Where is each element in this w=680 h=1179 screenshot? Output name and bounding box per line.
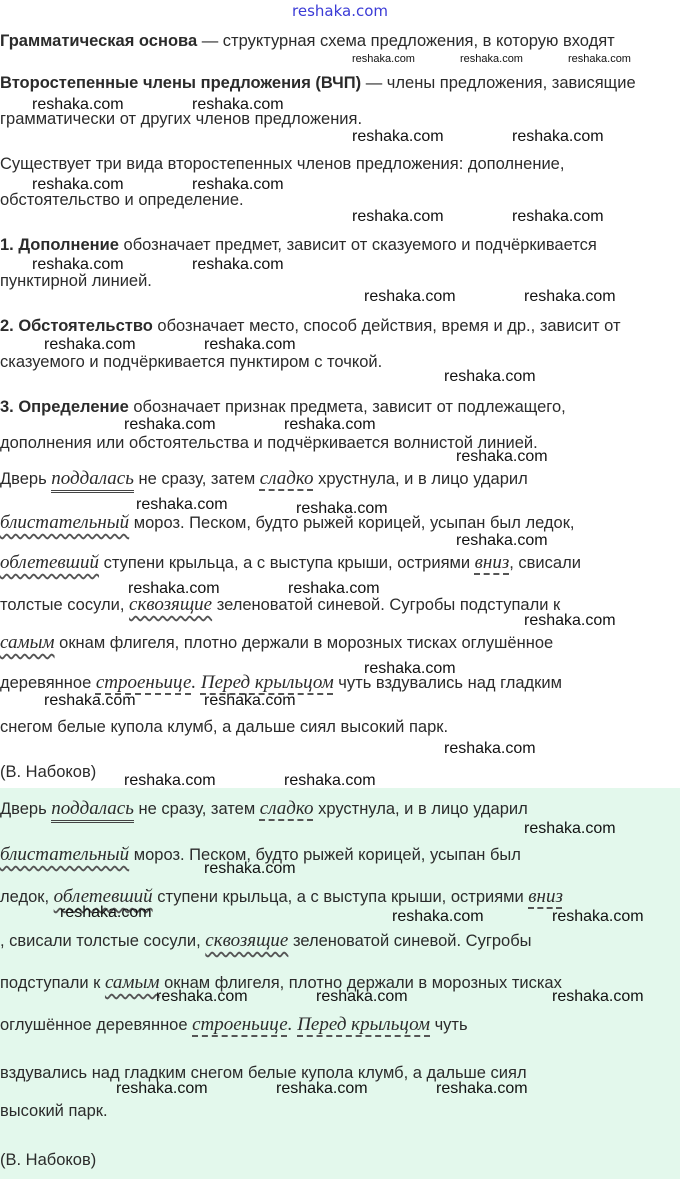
watermark: reshaka.com [392, 908, 484, 925]
adverbial-word: вниз [528, 886, 563, 907]
watermark: reshaka.com [60, 904, 152, 921]
watermark: reshaka.com [352, 208, 444, 225]
text2-line1 [0, 798, 528, 820]
text: оглушённое деревянное [0, 1016, 193, 1034]
text: ступени крыльца, а с выступа крыши, остриями [152, 888, 529, 906]
watermark: reshaka.com [524, 288, 616, 305]
item-dopolnenie [0, 236, 597, 255]
text: подступали к [0, 974, 105, 992]
term: 1. Дополнение [0, 236, 119, 254]
text: , свисали толстые сосули, [0, 932, 206, 950]
watermark: reshaka.com [116, 1080, 208, 1097]
watermark: reshaka.com [460, 53, 523, 65]
text: чуть [430, 1016, 468, 1034]
watermark: reshaka.com [32, 176, 124, 193]
watermark: reshaka.com [552, 988, 644, 1005]
text1-author: (В. Набоков) [0, 763, 97, 781]
adverbial-word: вниз [474, 552, 510, 573]
item-text: обозначает предмет, зависит от сказуемого и подчёркивается [118, 236, 597, 254]
watermark: reshaka.com [124, 416, 216, 433]
intro-line1: Существует три вида второстепенных членов предложения: дополнение, [0, 155, 565, 173]
text1-line1 [0, 468, 528, 490]
text: мороз. Песком, будто рыжей корицей, усыпан был [129, 846, 521, 864]
watermark: reshaka.com [284, 416, 376, 433]
watermark: reshaka.com [192, 176, 284, 193]
definition-secondary-members [0, 74, 636, 93]
watermark: reshaka.com [364, 288, 456, 305]
text: зеленоватой синевой. Сугробы подступали к [212, 596, 561, 614]
predicate-word: поддалась [51, 798, 134, 823]
attribute-word: облетевший [53, 886, 153, 907]
watermark: reshaka.com [156, 988, 248, 1005]
text: Дверь [0, 470, 52, 488]
text2-line4 [0, 930, 532, 952]
term: 3. Определение [0, 398, 129, 416]
text: не сразу, затем [133, 800, 260, 818]
intro-line2: обстоятельство и определение. [0, 191, 244, 209]
watermark: reshaka.com [44, 336, 136, 353]
watermark: reshaka.com [352, 53, 415, 65]
watermark: reshaka.com [512, 128, 604, 145]
watermark: reshaka.com [204, 692, 296, 709]
term: Второстепенные члены предложения (ВЧП) [0, 74, 362, 92]
watermark: reshaka.com [44, 692, 136, 709]
watermark: reshaka.com [204, 336, 296, 353]
text: ледок, [0, 888, 54, 906]
watermark: reshaka.com [352, 128, 444, 145]
watermark: reshaka.com [316, 988, 408, 1005]
adverbial-word: сладко [259, 468, 314, 489]
item-obstoyatelstvo [0, 317, 621, 336]
text: . [191, 672, 201, 693]
watermark: reshaka.com [204, 860, 296, 877]
attribute-word: блистательный [0, 844, 130, 865]
item-text: обозначает место, способ действия, время и др., зависит от [152, 317, 621, 335]
attribute-word: облетевший [0, 552, 100, 573]
watermark: reshaka.com [136, 496, 228, 513]
definition-text: — члены предложения, зависящие [361, 74, 636, 92]
text2-line5 [0, 972, 562, 994]
text1-line3 [0, 552, 581, 574]
text2-line6 [0, 1014, 468, 1036]
watermark: reshaka.com [456, 448, 548, 465]
text2-line8: высокий парк. [0, 1102, 108, 1120]
text: окнам флигеля, плотно держали в морозных тисках [159, 974, 562, 992]
attribute-word: сквозящие [129, 594, 213, 615]
text2-author: (В. Набоков) [0, 1151, 97, 1169]
text: . [287, 1014, 298, 1035]
text: окнам флигеля, плотно держали в морозных тисках оглушённое [54, 634, 554, 652]
attribute-word: самым [104, 972, 160, 993]
attribute-word: сквозящие [205, 930, 289, 951]
watermark: reshaka.com [524, 820, 616, 837]
adverbial-word: Перед крыльцом [200, 672, 334, 693]
site-header[interactable]: reshaka.com [292, 2, 388, 20]
watermark: reshaka.com [364, 660, 456, 677]
text1-line4 [0, 594, 560, 616]
text: хрустнула, и в лицо ударил [313, 470, 528, 488]
text1-line2 [0, 512, 575, 534]
attribute-word: блистательный [0, 512, 130, 533]
item-opredelenie [0, 398, 566, 417]
object-word: строеньице [192, 1014, 288, 1035]
definition-grammatical-basis [0, 32, 615, 51]
watermark: reshaka.com [436, 1080, 528, 1097]
adverbial-word: сладко [259, 798, 314, 819]
item-opredelenie-line2: дополнения или обстоятельства и подчёркивается волнистой линией. [0, 434, 538, 452]
watermark: reshaka.com [192, 256, 284, 273]
definition-secondary-members-line2: грамматически от других членов предложения. [0, 110, 363, 128]
text: деревянное [0, 674, 96, 692]
watermark: reshaka.com [32, 96, 124, 113]
text2-line7: вздувались над гладким снегом белые купола клумб, а дальше сиял [0, 1064, 527, 1082]
item-dopolnenie-line2: пунктирной линией. [0, 272, 152, 290]
item-text: обозначает признак предмета, зависит от подлежащего, [128, 398, 566, 416]
text: Дверь [0, 800, 52, 818]
attribute-word: самым [0, 632, 55, 653]
watermark: reshaka.com [568, 53, 631, 65]
watermark: reshaka.com [512, 208, 604, 225]
text: не сразу, затем [133, 470, 260, 488]
text: чуть вздувались над гладким [333, 674, 562, 692]
watermark: reshaka.com [192, 96, 284, 113]
watermark: reshaka.com [128, 580, 220, 597]
text: ступени крыльца, а с выступа крыши, остриями [99, 554, 475, 572]
watermark: reshaka.com [288, 580, 380, 597]
text: мороз. Песком, будто рыжей корицей, усыпан был ледок, [129, 514, 575, 532]
predicate-word: поддалась [51, 468, 134, 493]
text1-line5 [0, 632, 553, 654]
text1-line6 [0, 672, 562, 694]
term: Грамматическая основа [0, 32, 198, 50]
watermark: reshaka.com [284, 772, 376, 789]
text: хрустнула, и в лицо ударил [313, 800, 528, 818]
text1-line7: снегом белые купола клумб, а дальше сиял высокий парк. [0, 718, 449, 736]
object-word: строеньице [95, 672, 192, 693]
definition-text: — структурная схема предложения, в которую входят [197, 32, 615, 50]
watermark: reshaka.com [276, 1080, 368, 1097]
watermark: reshaka.com [32, 256, 124, 273]
text: , свисали [509, 554, 581, 572]
watermark: reshaka.com [444, 740, 536, 757]
watermark: reshaka.com [124, 772, 216, 789]
text: толстые сосули, [0, 596, 130, 614]
watermark: reshaka.com [524, 612, 616, 629]
watermark: reshaka.com [444, 368, 536, 385]
adverbial-word: Перед крыльцом [297, 1014, 430, 1035]
term: 2. Обстоятельство [0, 317, 153, 335]
watermark: reshaka.com [296, 500, 388, 517]
item-obstoyatelstvo-line2: сказуемого и подчёркивается пунктиром с точкой. [0, 353, 383, 371]
watermark: reshaka.com [456, 532, 548, 549]
watermark: reshaka.com [552, 908, 644, 925]
text: зеленоватой синевой. Сугробы [288, 932, 532, 950]
